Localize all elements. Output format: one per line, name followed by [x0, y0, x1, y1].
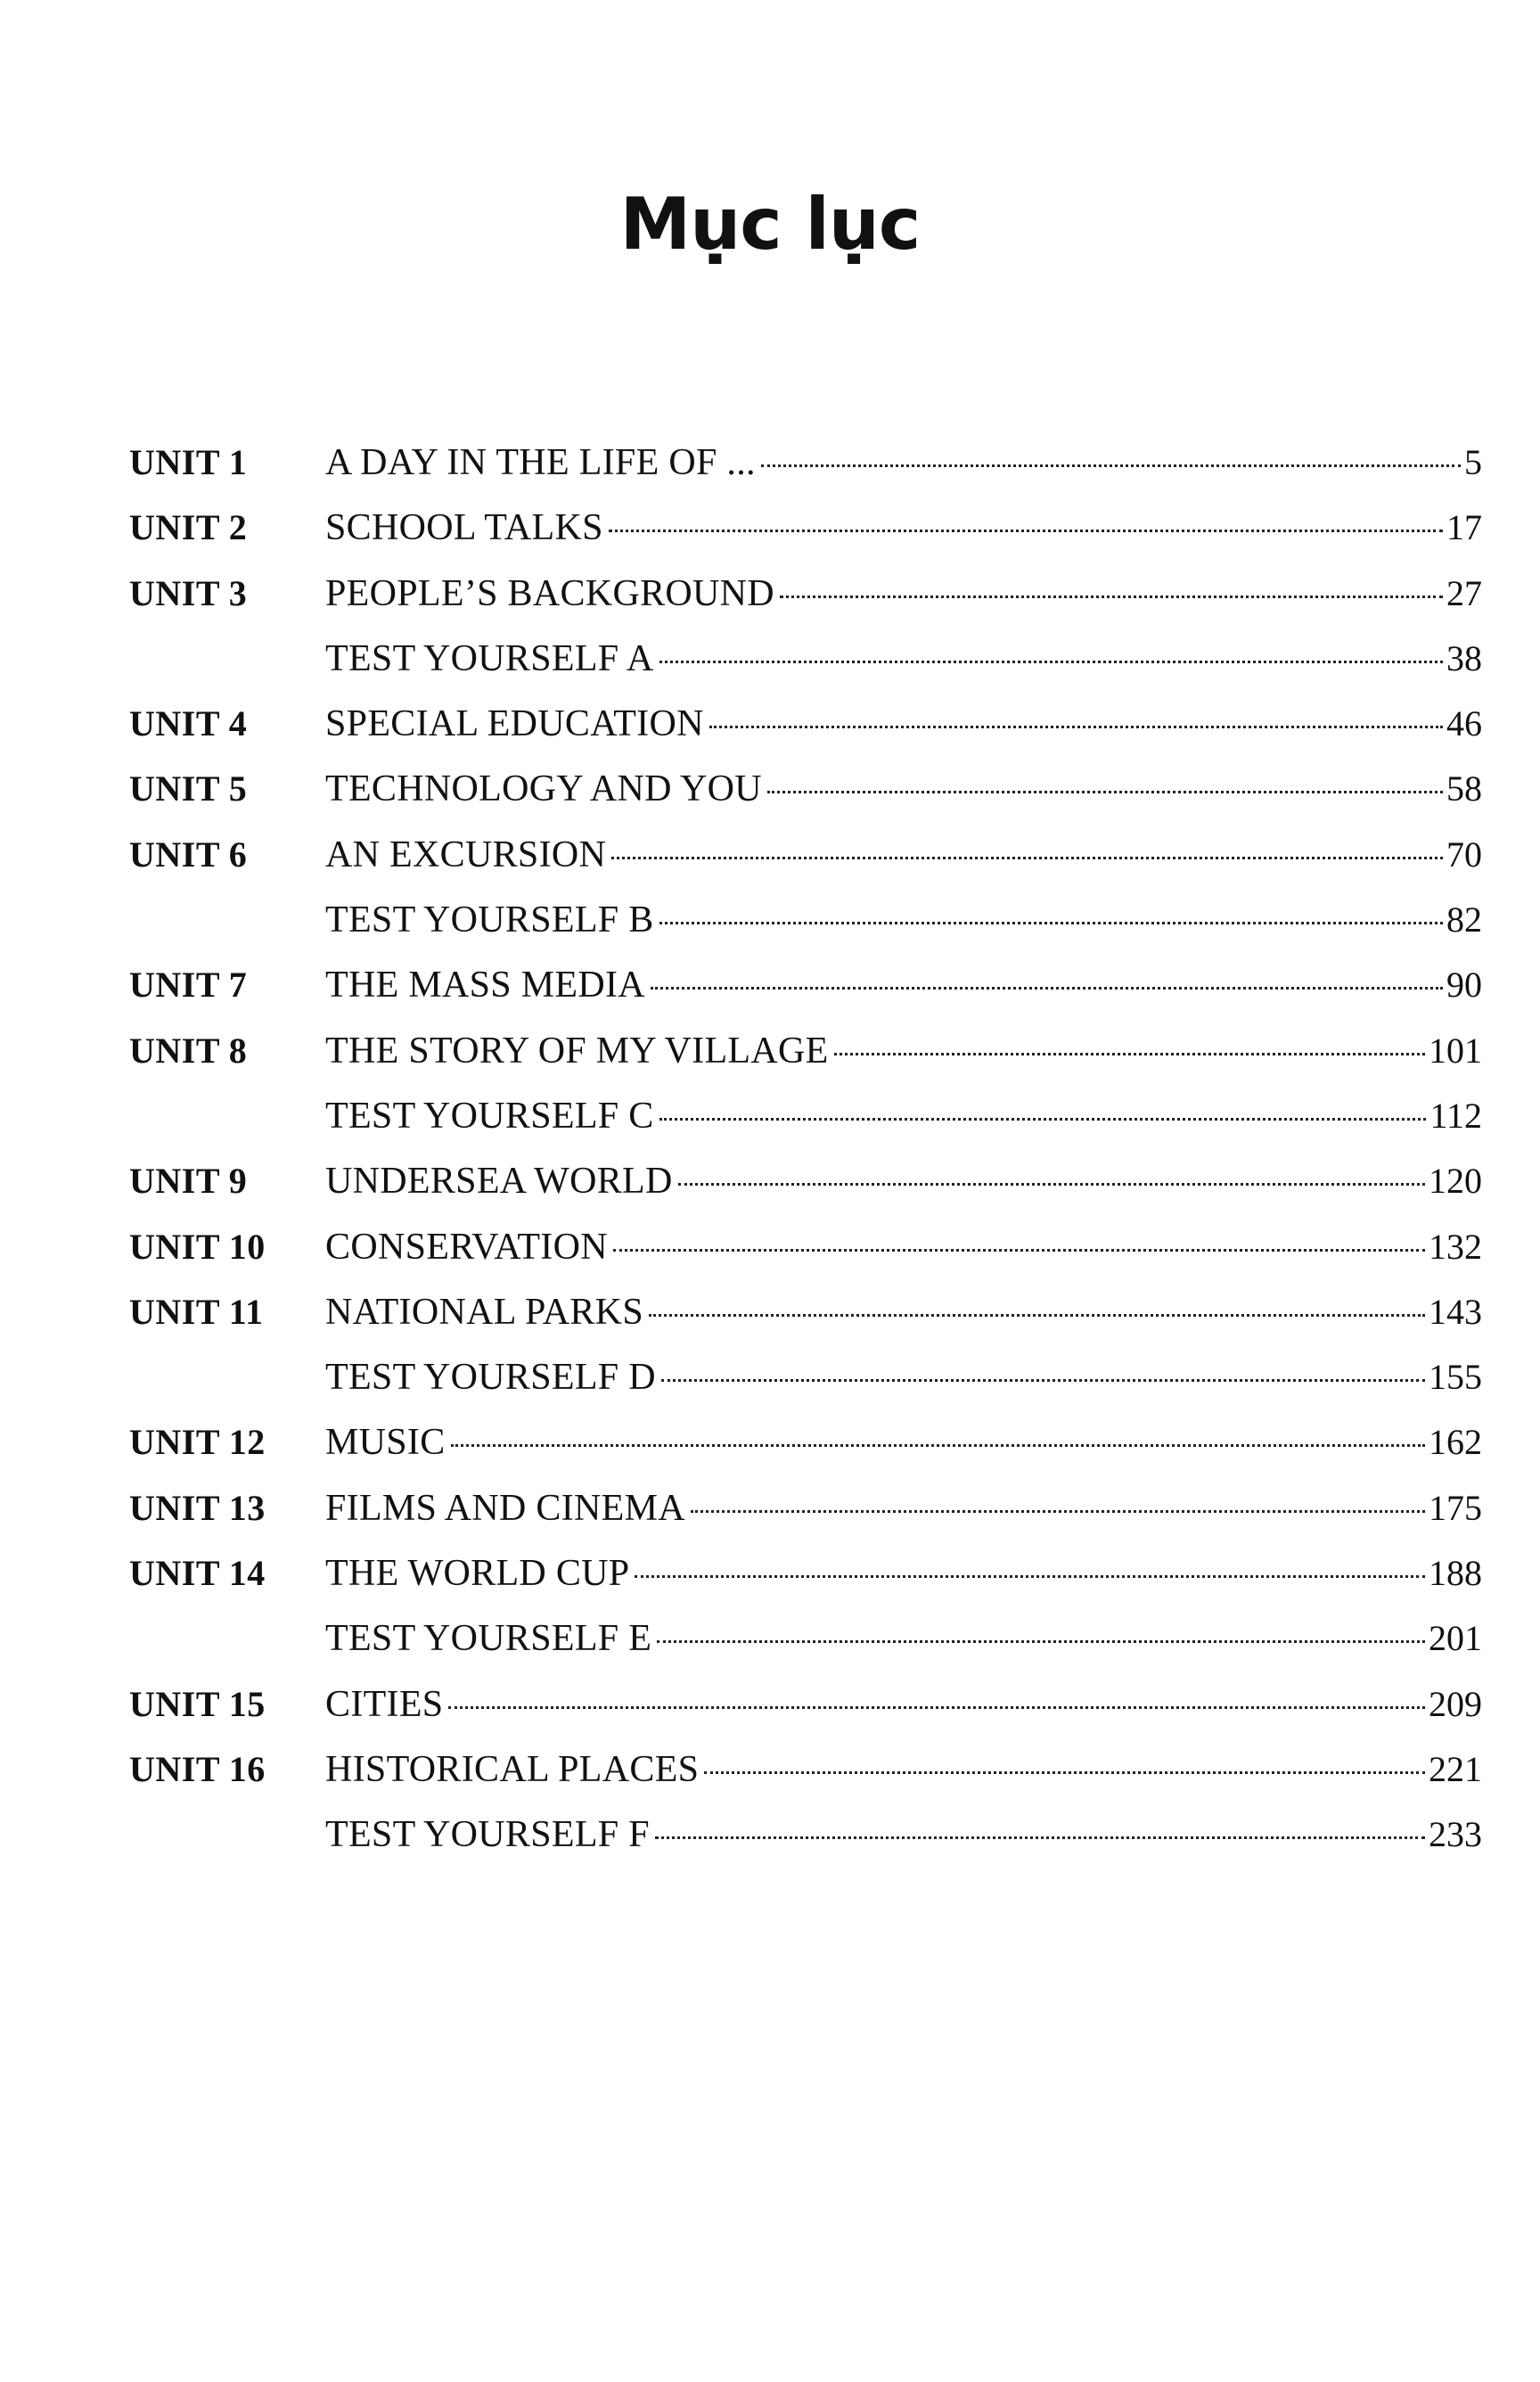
dot-leader	[834, 1053, 1425, 1055]
toc-entry-title: SCHOOL TALKS	[325, 507, 603, 549]
toc-entry	[325, 1475, 1482, 1541]
toc-page-number: 82	[1446, 899, 1482, 940]
toc-row	[129, 1279, 1482, 1344]
toc-unit-label: UNIT 9	[129, 1161, 248, 1202]
toc-entry-title: NATIONAL PARKS	[325, 1291, 643, 1333]
toc-page-number: 27	[1446, 572, 1482, 613]
toc-entry-title: THE MASS MEDIA	[325, 965, 645, 1006]
toc-unit-label: UNIT 6	[129, 834, 248, 875]
dot-leader	[767, 791, 1443, 793]
toc-entry-title: CONSERVATION	[325, 1226, 608, 1268]
toc-row	[129, 1018, 1482, 1083]
dot-leader	[661, 1379, 1425, 1382]
toc-unit-label: UNIT 12	[129, 1422, 266, 1463]
toc-unit-label: UNIT 11	[129, 1291, 264, 1332]
dot-leader	[651, 987, 1443, 990]
toc-entry-title: A DAY IN THE LIFE OF ...	[325, 442, 756, 483]
toc-row	[129, 1672, 1482, 1737]
toc-unit-label: UNIT 1	[129, 442, 248, 482]
toc-row	[129, 1344, 1482, 1409]
toc-page-number: 221	[1429, 1748, 1482, 1789]
toc-row	[129, 430, 1482, 495]
toc-page-number: 143	[1429, 1291, 1482, 1332]
dot-leader	[649, 1314, 1425, 1317]
toc-row	[129, 626, 1482, 691]
toc-unit-label: UNIT 2	[129, 507, 248, 548]
toc-entry-title: TEST YOURSELF A	[325, 637, 654, 679]
toc-unit-label: UNIT 3	[129, 572, 248, 613]
toc-entry	[325, 952, 1482, 1018]
toc-unit-label: UNIT 4	[129, 703, 248, 744]
toc-page-number: 188	[1429, 1553, 1482, 1594]
toc-entry	[325, 1018, 1482, 1084]
toc-entry-title: THE STORY OF MY VILLAGE	[325, 1030, 829, 1072]
toc-page-number: 101	[1429, 1030, 1482, 1071]
toc-entry	[325, 756, 1482, 822]
dot-leader	[678, 1183, 1425, 1186]
toc-entry-title: TECHNOLOGY AND YOU	[325, 768, 762, 810]
toc-page-number: 58	[1446, 768, 1482, 809]
toc-entry-title: HISTORICAL PLACES	[325, 1748, 700, 1790]
dot-leader	[613, 1249, 1425, 1252]
toc-entry	[325, 887, 1482, 953]
toc-unit-label: UNIT 8	[129, 1030, 248, 1071]
toc-entry-title: AN EXCURSION	[325, 834, 607, 875]
toc-entry-title: TEST YOURSELF D	[325, 1357, 656, 1399]
table-of-contents	[129, 430, 1482, 1868]
toc-entry-title: FILMS AND CINEMA	[325, 1487, 685, 1529]
toc-page-number: 233	[1429, 1814, 1482, 1855]
dot-leader	[659, 661, 1443, 663]
dot-leader	[448, 1706, 1425, 1709]
toc-entry	[325, 430, 1482, 496]
dot-leader	[709, 726, 1443, 728]
toc-entry-title: TEST YOURSELF B	[325, 899, 654, 941]
toc-entry-title: TEST YOURSELF C	[325, 1095, 654, 1137]
toc-entry	[325, 1606, 1482, 1672]
toc-page-number: 38	[1446, 637, 1482, 678]
toc-row	[129, 1148, 1482, 1213]
dot-leader	[657, 1640, 1425, 1643]
toc-entry-title: THE WORLD CUP	[325, 1553, 630, 1595]
toc-row	[129, 887, 1482, 952]
toc-entry	[325, 495, 1482, 561]
toc-row	[129, 1606, 1482, 1671]
toc-entry	[325, 1083, 1482, 1149]
toc-unit-label: UNIT 10	[129, 1226, 266, 1267]
toc-page-number: 112	[1429, 1095, 1482, 1136]
toc-page-number: 209	[1429, 1683, 1482, 1724]
toc-entry	[325, 1279, 1482, 1345]
toc-entry	[325, 1540, 1482, 1606]
toc-row	[129, 822, 1482, 887]
toc-page-number: 132	[1429, 1226, 1482, 1267]
toc-unit-label: UNIT 5	[129, 768, 248, 809]
toc-entry-title: SPECIAL EDUCATION	[325, 703, 704, 745]
toc-page-number: 155	[1429, 1357, 1482, 1398]
toc-page-number: 17	[1446, 507, 1482, 548]
toc-row	[129, 1540, 1482, 1606]
toc-entry	[325, 1672, 1482, 1737]
toc-row	[129, 1083, 1482, 1148]
toc-unit-label: UNIT 16	[129, 1748, 266, 1789]
toc-page-number: 120	[1429, 1161, 1482, 1202]
dot-leader	[635, 1575, 1425, 1578]
toc-row	[129, 691, 1482, 756]
toc-entry	[325, 1409, 1482, 1475]
dot-leader	[704, 1771, 1425, 1774]
toc-page-number: 201	[1429, 1618, 1482, 1659]
toc-entry	[325, 1214, 1482, 1280]
toc-entry	[325, 1344, 1482, 1410]
dot-leader	[609, 530, 1443, 532]
dot-leader	[761, 464, 1461, 467]
toc-page-number: 175	[1429, 1487, 1482, 1528]
toc-page-number: 162	[1429, 1422, 1482, 1463]
toc-unit-label: UNIT 13	[129, 1487, 266, 1528]
toc-entry	[325, 561, 1482, 627]
toc-row	[129, 952, 1482, 1017]
toc-entry	[325, 822, 1482, 888]
toc-page-number: 70	[1446, 834, 1482, 875]
dot-leader	[659, 1118, 1427, 1121]
toc-row	[129, 1802, 1482, 1867]
toc-row	[129, 756, 1482, 821]
toc-entry-title: UNDERSEA WORLD	[325, 1161, 673, 1203]
toc-page-number: 90	[1446, 965, 1482, 1006]
toc-entry	[325, 1737, 1482, 1803]
toc-row	[129, 561, 1482, 626]
toc-row	[129, 1214, 1482, 1279]
dot-leader	[780, 596, 1443, 598]
toc-entry	[325, 626, 1482, 692]
toc-page-number: 46	[1446, 703, 1482, 744]
dot-leader	[691, 1510, 1425, 1513]
toc-unit-label: UNIT 14	[129, 1553, 266, 1594]
dot-leader	[451, 1444, 1425, 1447]
toc-entry	[325, 691, 1482, 757]
toc-entry-title: PEOPLE’S BACKGROUND	[325, 572, 774, 614]
toc-unit-label: UNIT 7	[129, 965, 248, 1006]
toc-entry	[325, 1148, 1482, 1214]
toc-row	[129, 1409, 1482, 1474]
dot-leader	[611, 857, 1443, 859]
page-title: Mục lục	[619, 183, 921, 266]
toc-row	[129, 1737, 1482, 1802]
toc-row	[129, 495, 1482, 560]
toc-entry-title: CITIES	[325, 1683, 444, 1725]
toc-entry-title: MUSIC	[325, 1422, 446, 1464]
toc-entry-title: TEST YOURSELF F	[325, 1814, 650, 1856]
toc-entry	[325, 1802, 1482, 1868]
toc-unit-label: UNIT 15	[129, 1683, 266, 1724]
toc-row	[129, 1475, 1482, 1540]
toc-entry-title: TEST YOURSELF E	[325, 1618, 652, 1660]
dot-leader	[659, 922, 1443, 924]
toc-page-number: 5	[1464, 442, 1482, 482]
dot-leader	[655, 1836, 1425, 1839]
